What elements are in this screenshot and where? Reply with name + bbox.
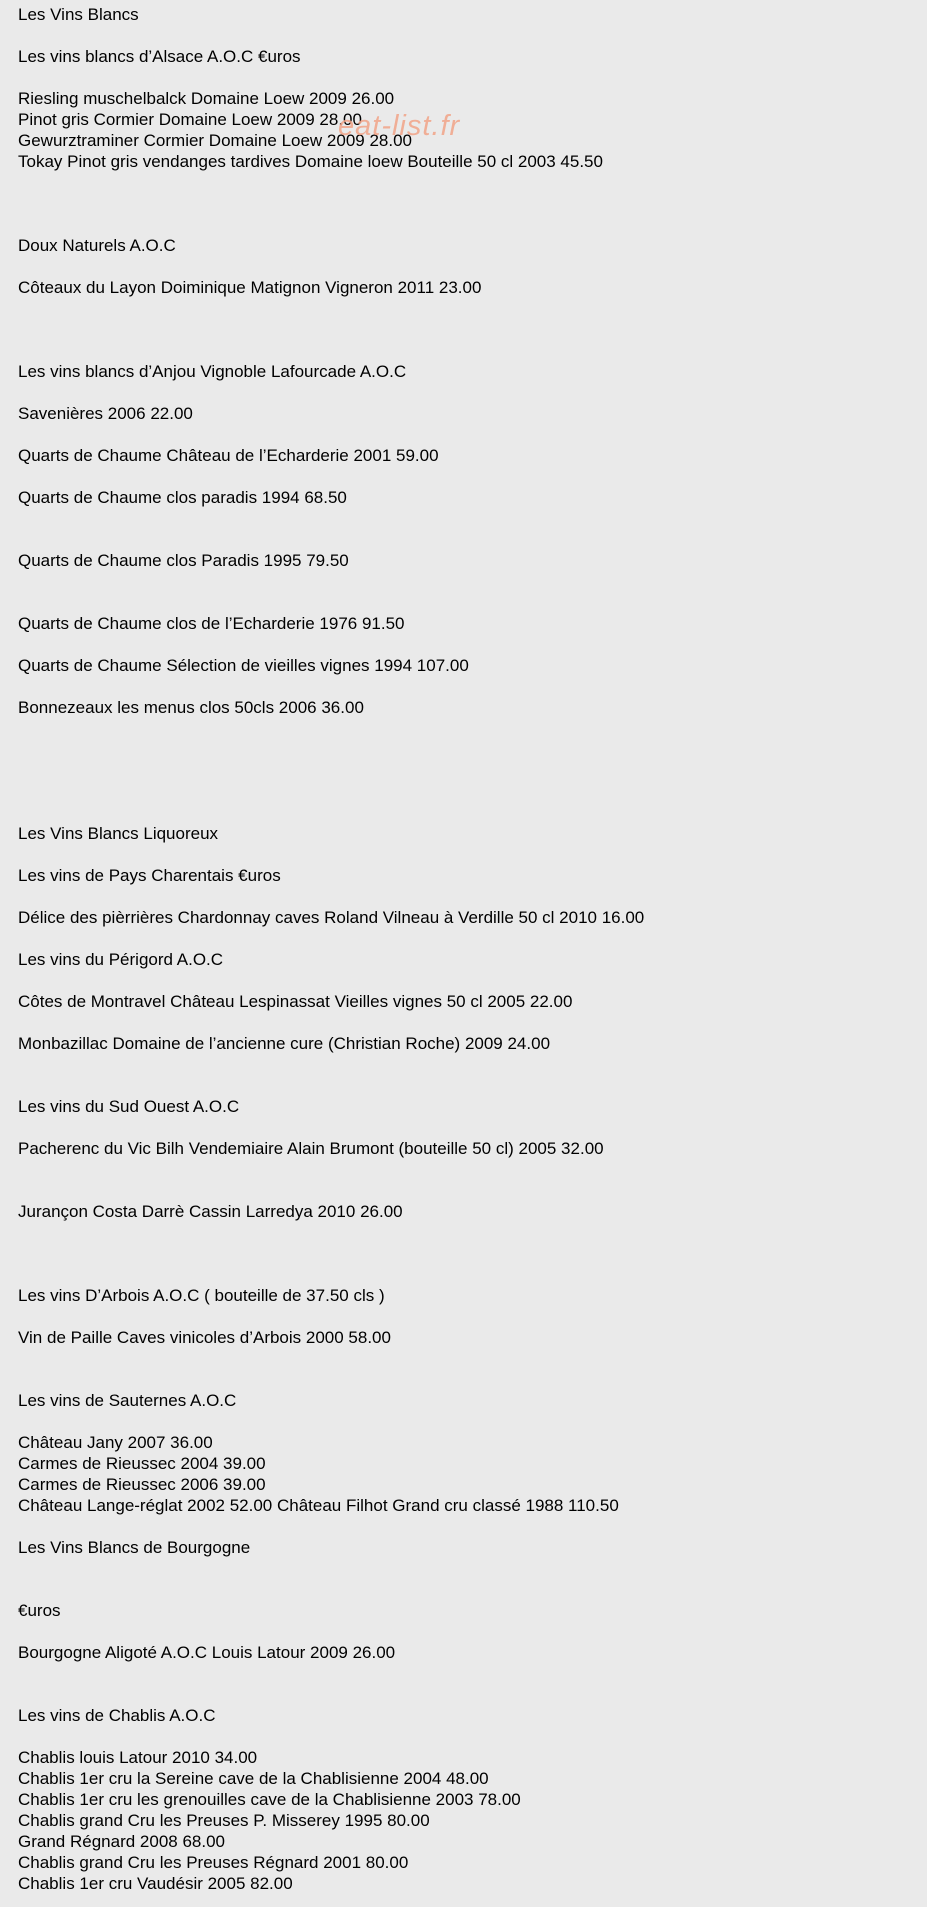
menu-line: Chablis louis Latour 2010 34.00	[18, 1748, 258, 1767]
menu-line: Grand Régnard 2008 68.00	[18, 1832, 225, 1851]
menu-line: Chablis 1er cru Vaudésir 2005 82.00	[18, 1874, 293, 1893]
menu-line: Tokay Pinot gris vendanges tardives Domaine loew Bouteille 50 cl 2003 45.50	[18, 152, 603, 171]
menu-line: Savenières 2006 22.00	[18, 404, 193, 423]
menu-line: Les vins blancs d’Alsace A.O.C €uros	[18, 47, 301, 66]
menu-line: Bourgogne Aligoté A.O.C Louis Latour 2009 26.00	[18, 1643, 396, 1662]
menu-line: Quarts de Chaume Château de l’Echarderie 2001 59.00	[18, 446, 439, 465]
menu-line: Les Vins Blancs Liquoreux	[18, 824, 219, 843]
menu-line: Délice des pièrrières Chardonnay caves Roland Vilneau à Verdille 50 cl 2010 16.00	[18, 908, 645, 927]
menu-line: Côtes de Montravel Château Lespinassat Vieilles vignes 50 cl 2005 22.00	[18, 992, 573, 1011]
menu-line: Pinot gris Cormier Domaine Loew 2009 28.00	[18, 110, 362, 129]
menu-line: Les vins blancs d’Anjou Vignoble Lafourcade A.O.C	[18, 362, 407, 381]
menu-line: Côteaux du Layon Doiminique Matignon Vigneron 2011 23.00	[18, 278, 482, 297]
menu-line: Les vins de Sauternes A.O.C	[18, 1391, 237, 1410]
watermark: eat-list.fr	[338, 110, 461, 142]
menu-line: €uros	[18, 1601, 61, 1620]
menu-line: Les vins de Chablis A.O.C	[18, 1706, 216, 1725]
menu-line: Bonnezeaux les menus clos 50cls 2006 36.00	[18, 698, 364, 717]
menu-line: Quarts de Chaume Sélection de vieilles vignes 1994 107.00	[18, 656, 469, 675]
menu-line: Pacherenc du Vic Bilh Vendemiaire Alain Brumont (bouteille 50 cl) 2005 32.00	[18, 1139, 604, 1158]
menu-line: Jurançon Costa Darrè Cassin Larredya 2010 26.00	[18, 1202, 403, 1221]
menu-line: Riesling muschelbalck Domaine Loew 2009 26.00	[18, 89, 395, 108]
menu-line: Monbazillac Domaine de l’ancienne cure (Christian Roche) 2009 24.00	[18, 1034, 551, 1053]
menu-line: Doux Naturels A.O.C	[18, 236, 176, 255]
menu-line: Quarts de Chaume clos paradis 1994 68.50	[18, 488, 347, 507]
menu-line: Château Jany 2007 36.00	[18, 1433, 213, 1452]
menu-line: Quarts de Chaume clos Paradis 1995 79.50	[18, 551, 349, 570]
menu-line: Carmes de Rieussec 2004 39.00	[18, 1454, 266, 1473]
menu-line: Vin de Paille Caves vinicoles d’Arbois 2000 58.00	[18, 1328, 391, 1347]
menu-line: Carmes de Rieussec 2006 39.00	[18, 1475, 266, 1494]
menu-line: Les vins du Sud Ouest A.O.C	[18, 1097, 240, 1116]
menu-line: Château Lange-réglat 2002 52.00 Château Filhot Grand cru classé 1988 110.50	[18, 1496, 619, 1515]
menu-line: Chablis grand Cru les Preuses P. Misserey 1995 80.00	[18, 1811, 430, 1830]
menu-line: Les Vins Blancs de Bourgogne	[18, 1538, 251, 1557]
menu-line: Les vins de Pays Charentais €uros	[18, 866, 281, 885]
menu-line: Les Vins Blancs	[18, 5, 139, 24]
menu-line: Les vins D’Arbois A.O.C ( bouteille de 37.50 cls )	[18, 1286, 385, 1305]
menu-line: Les vins du Périgord A.O.C	[18, 950, 224, 969]
menu-line: Chablis 1er cru les grenouilles cave de la Chablisienne 2003 78.00	[18, 1790, 521, 1809]
menu-line: Chablis grand Cru les Preuses Régnard 2001 80.00	[18, 1853, 409, 1872]
menu-line: Quarts de Chaume clos de l’Echarderie 1976 91.50	[18, 614, 405, 633]
menu-line: Chablis 1er cru la Sereine cave de la Chablisienne 2004 48.00	[18, 1769, 489, 1788]
menu-line: Gewurztraminer Cormier Domaine Loew 2009 28.00	[18, 131, 413, 150]
